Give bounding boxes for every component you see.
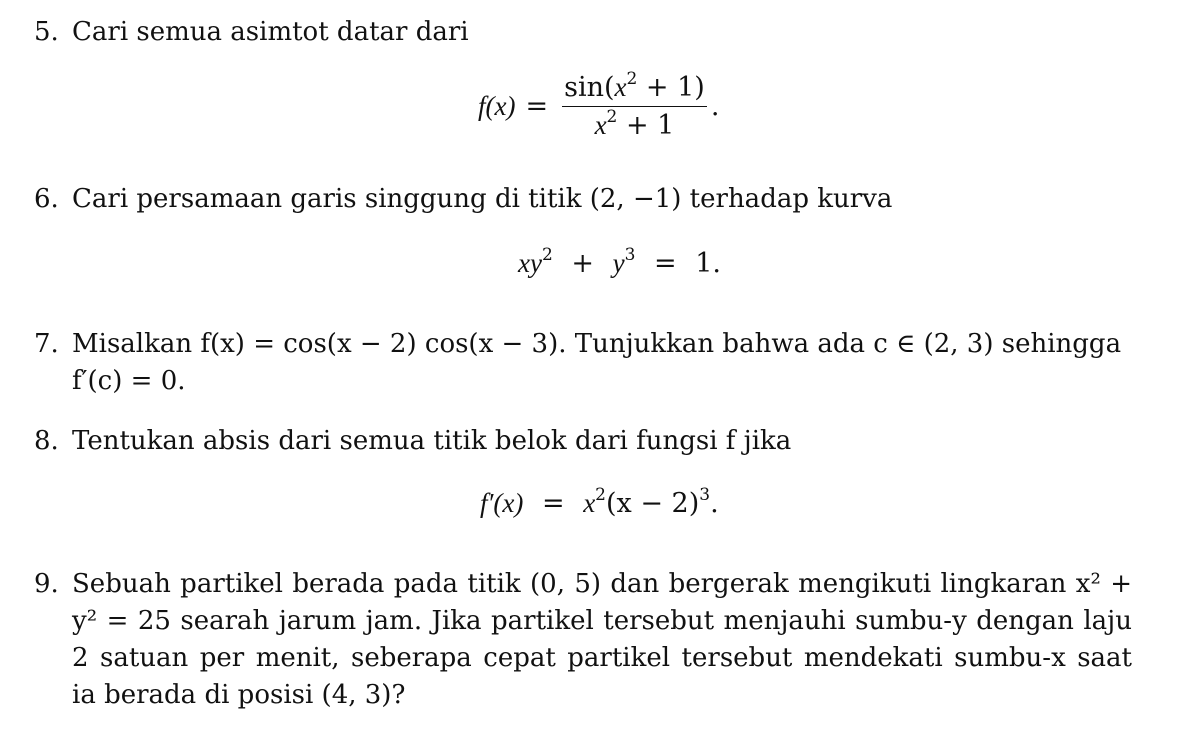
problem-8 xyxy=(34,423,1132,460)
problem-text: Sebuah partikel berada pada titik (0, 5) dan bergerak mengikuti lingkaran x² + y² = 25 searah jarum jam. Jika partikel tersebut menjauhi sumbu-y dengan laju 2 satuan per menit, seberapa cepat partikel tersebut mendekati sumbu-x saat ia berada di posisi (4, 3)? xyxy=(72,569,1132,710)
problem-number: 5. xyxy=(34,17,59,47)
formula-6: $xy^2 + y^3 = 1$. xyxy=(518,245,721,279)
problem-9 xyxy=(34,566,1132,714)
period: . xyxy=(710,91,720,122)
problem-7 xyxy=(34,326,1132,400)
formula-5 xyxy=(478,69,720,141)
problem-6 xyxy=(34,181,1132,218)
problem-text: Tentukan absis dari semua titik belok dari fungsi f jika xyxy=(72,426,792,456)
denominator: $x^2 + 1$ xyxy=(594,107,675,141)
problem-text: Cari persamaan garis singgung di titik (2, −1) terhadap kurva xyxy=(72,184,893,214)
problem-text: Cari semua asimtot datar dari xyxy=(72,17,469,47)
problem-text-line-2: f′(c) = 0. xyxy=(72,366,186,396)
lhs: f(x) xyxy=(478,91,516,121)
formula-8: $f'(x) = x^2(x - 2)^3$. xyxy=(480,485,719,519)
problem-number: 6. xyxy=(34,184,59,214)
equals-sign: = xyxy=(525,91,549,122)
problem-number: 9. xyxy=(34,569,59,599)
problem-text-line-1: Misalkan f(x) = cos(x − 2) cos(x − 3). Tunjukkan bahwa ada c ∈ (2, 3) sehingga xyxy=(72,329,1122,359)
problem-number: 8. xyxy=(34,426,59,456)
numerator: $\sin(x^2 + 1)$ xyxy=(562,72,707,107)
problem-5 xyxy=(34,14,1132,51)
fraction xyxy=(562,69,707,141)
problem-number: 7. xyxy=(34,329,59,359)
